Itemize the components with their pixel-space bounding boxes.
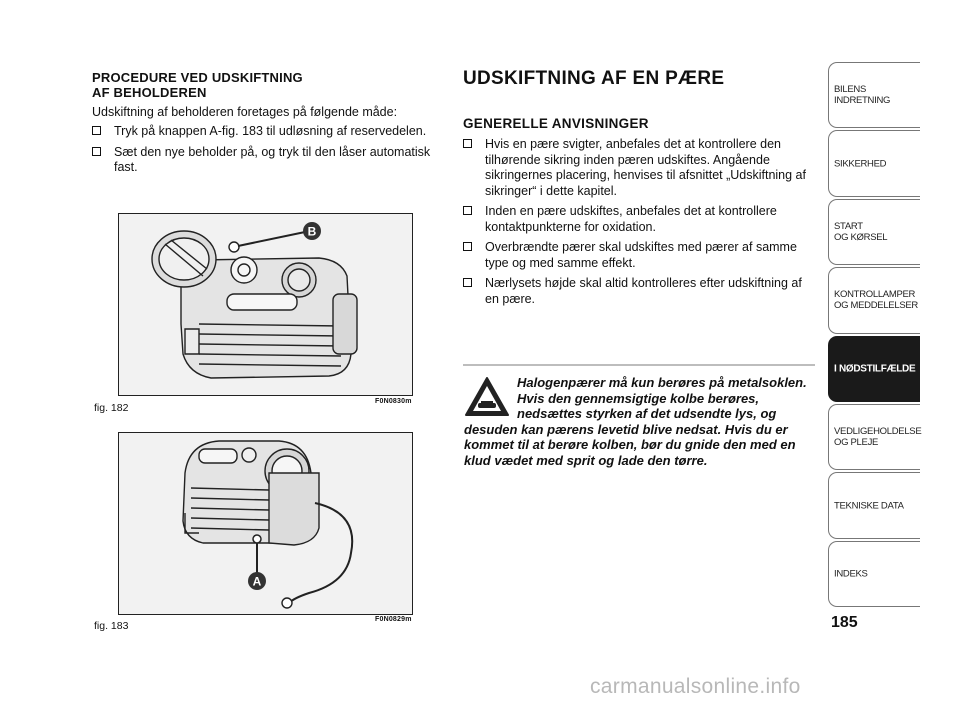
- checkbox-bullet-icon: [463, 242, 472, 251]
- tab-sikkerhed[interactable]: SIKKERHED: [828, 130, 920, 196]
- left-column: [92, 70, 432, 181]
- chapter-tabs: [828, 62, 920, 609]
- page-title: UDSKIFTNING AF EN PÆRE: [463, 68, 725, 89]
- tab-i-nodstilfaelde[interactable]: I NØDSTILFÆLDE: [828, 336, 920, 402]
- list-item: Sæt den nye beholder på, og tryk til den låser automatisk fast.: [92, 145, 432, 176]
- procedure-list: [92, 124, 432, 176]
- tab-tekniske-data[interactable]: TEKNISKE DATA: [828, 472, 920, 538]
- list-item: Nærlysets højde skal altid kontrolleres efter udskiftning af en pære.: [463, 276, 815, 307]
- tab-bilens-indretning[interactable]: BILENS INDRETNING: [828, 62, 920, 128]
- compressor-illustration-icon: [119, 214, 412, 395]
- tab-vedligeholdelse[interactable]: VEDLIGEHOLDELSE OG PLEJE: [828, 404, 920, 470]
- list-item: Tryk på knappen A-fig. 183 til udløsning af reservedelen.: [92, 124, 432, 140]
- main-column: [463, 68, 815, 312]
- list-item: Inden en pære udskiftes, anbefales det at kontrollere kontaktpunkterne for oxidation.: [463, 204, 815, 235]
- figure-183-caption: fig. 183: [94, 620, 129, 632]
- general-instructions-list: [463, 137, 815, 307]
- callout-a-label: A: [252, 574, 262, 589]
- callout-b-label: B: [307, 224, 317, 239]
- tab-indeks[interactable]: INDEKS: [828, 541, 920, 607]
- procedure-heading: PROCEDURE VED UDSKIFTNING AF BEHOLDEREN: [92, 70, 303, 100]
- section-subtitle: GENERELLE ANVISNINGER: [463, 116, 649, 131]
- figure-182-compressor-image: [118, 213, 413, 396]
- list-item: Hvis en pære svigter, anbefales det at kontrollere den tilhørende sikring inden pæren udskiftes. Angående sikringernes placering, henvises til afsnittet „Udskiftning af sikringer“ i dette kapitel.: [463, 137, 815, 199]
- section-divider: [463, 364, 815, 366]
- page-number: 185: [831, 614, 858, 631]
- checkbox-bullet-icon: [463, 278, 472, 287]
- checkbox-bullet-icon: [463, 139, 472, 148]
- figure-183-compressor-image: [118, 432, 413, 615]
- halogen-warning-text: Halogenpærer må kun berøres på metalsoklen. Hvis den gennemsigtige kolbe berøres, nedsættes styrken af det udsendte lys, og desuden kan pærens levetid blive nedsat. Hvis du er kommet til at berøre kolben, bør du gnide den med en klud vædet med sprit og lade den tørre.: [464, 375, 807, 468]
- procedure-intro: Udskiftning af beholderen foretages på følgende måde:: [92, 105, 398, 119]
- figure-183-code: F0N0829m: [375, 616, 412, 623]
- compressor-illustration-icon: [119, 433, 412, 614]
- list-item: Overbrændte pærer skal udskiftes med pærer af samme type og med samme effekt.: [463, 240, 815, 271]
- tab-start-og-korsel[interactable]: START OG KØRSEL: [828, 199, 920, 265]
- figure-182-caption: fig. 182: [94, 402, 129, 414]
- watermark: carmanualsonline.info: [590, 675, 801, 698]
- checkbox-bullet-icon: [92, 147, 101, 156]
- figure-182-code: F0N0830m: [375, 398, 412, 405]
- checkbox-bullet-icon: [92, 126, 101, 135]
- tab-kontrollamper[interactable]: KONTROLLAMPER OG MEDDELELSER: [828, 267, 920, 333]
- checkbox-bullet-icon: [463, 206, 472, 215]
